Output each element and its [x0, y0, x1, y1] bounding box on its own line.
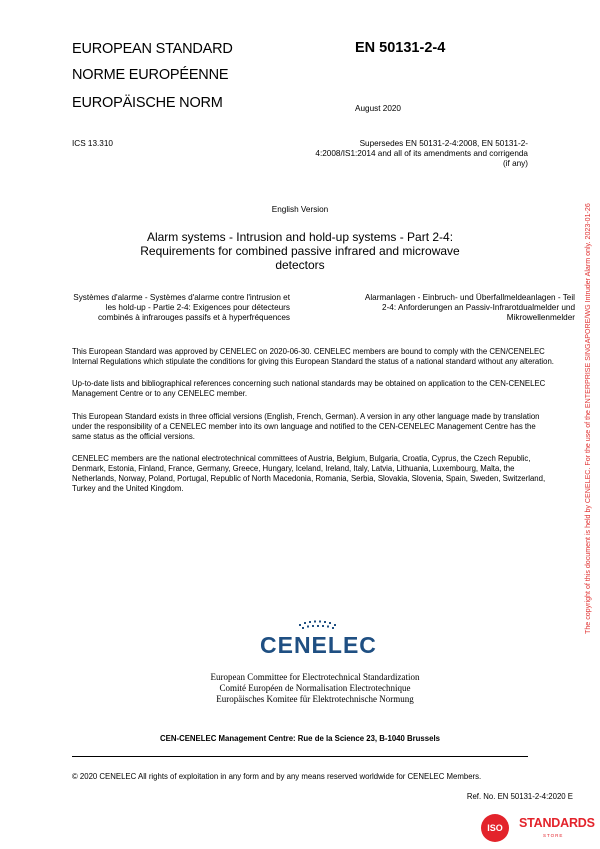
supersedes-note: Supersedes EN 50131-2-4:2008, EN 50131-2- 4:2008/IS1:2014 and all of its amendments and corrigenda (if any): [315, 139, 528, 169]
title-german: Alarmanlagen - Einbruch- und Überfallmeldeanlagen - Teil 2-4: Anforderungen an Passiv-Infrarotdualmelder und Mikrowellenmelder: [364, 293, 575, 323]
standard-title-en: EUROPEAN STANDARD: [72, 41, 233, 57]
title-french: Systèmes d'alarme - Systèmes d'alarme contre l'intrusion et les hold-up - Partie 2-4: Exigences pour détecteurs combinés à infrarouges passifs et à hyperfréquences: [73, 293, 290, 323]
iso-standards-badge: [481, 812, 596, 844]
badge-sublabel: STORE: [543, 833, 564, 838]
iso-badge-icon: ISO: [481, 814, 509, 842]
management-centre-address: CEN-CENELEC Management Centre: Rue de la Science 23, B-1040 Brussels: [160, 734, 440, 743]
standard-number: EN 50131-2-4: [355, 40, 446, 56]
standard-title-de: EUROPÄISCHE NORM: [72, 95, 223, 111]
cenelec-wordmark: CENELEC: [260, 632, 377, 658]
document-title: Alarm systems - Intrusion and hold-up systems - Part 2-4: Requirements for combined passive infrared and microwave detectors: [140, 230, 460, 272]
members-paragraph: CENELEC members are the national electrotechnical committees of Austria, Belgium, Bulgaria, Croatia, Cyprus, the Czech Republic, Denmark, Estonia, Finland, France, Germany, Greece, Hungary, Iceland, Ireland, Italy, Latvia, Lithuania, Luxembourg, Malta, the Netherlands, Norway, Poland, Portugal, Republic of North Macedonia, Romania, Serbia, Slovakia, Slovenia, Spain, Sweden, Switzerland, Turkey and the United Kingdom.: [72, 454, 546, 493]
footer-divider: [72, 756, 528, 757]
badge-label: STANDARDS: [519, 816, 595, 830]
standard-title-fr: NORME EUROPÉENNE: [72, 67, 229, 83]
copyright-notice: © 2020 CENELEC All rights of exploitation in any form and by any means reserved worldwide for CENELEC Members.: [72, 772, 482, 781]
copyright-side-notice: The copyright of this document is held by CENELEC. For the use of the ENTERPRISE SINGAPORE/WG Intruder Alarm only. 2023-01-26: [584, 203, 592, 634]
reference-number: Ref. No. EN 50131-2-4:2020 E: [466, 792, 573, 801]
references-paragraph: Up-to-date lists and bibliographical references concerning such national standards may be obtained on application to the CEN-CENELEC Management Centre or to any CENELEC member.: [72, 379, 546, 398]
committee-names: European Committee for Electrotechnical Standardization Comité Européen de Normalisation Electrotechnique Europäisches Komitee für Elektrotechnische Normung: [210, 672, 420, 704]
cenelec-logo: [258, 618, 378, 663]
approval-paragraph: This European Standard was approved by CENELEC on 2020-06-30. CENELEC members are bound to comply with the CEN/CENELEC Internal Regulations which stipulate the conditions for giving this European Standard the status of a national standard without any alteration.: [72, 347, 554, 366]
ics-code: ICS 13.310: [72, 139, 113, 148]
publication-date: August 2020: [355, 104, 401, 113]
versions-paragraph: This European Standard exists in three official versions (English, French, German). A version in any other language made by translation under the responsibility of a CENELEC member into its own language and notified to the CEN-CENELEC Management Centre has the same status as the official versions.: [72, 412, 540, 441]
version-label: English Version: [271, 205, 329, 214]
